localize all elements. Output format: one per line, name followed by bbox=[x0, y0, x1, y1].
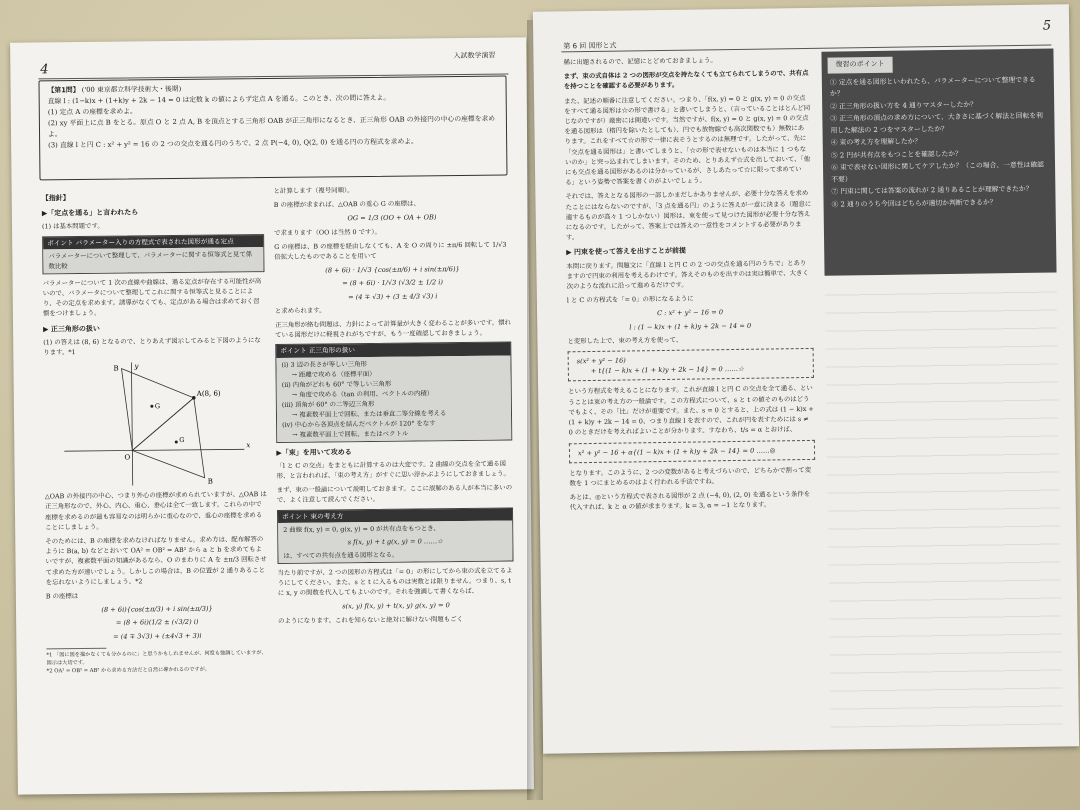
paragraph: 稀に出題されるので、記憶にとどめておきましょう。 bbox=[563, 56, 717, 67]
section-heading: ▶ 正三角形の扱い bbox=[43, 324, 100, 334]
paragraph: 「l と C の交点」をまともに計算するのは大変です。2 曲線の交点を全て通る図形、と言われれば、「束の考え方」がすぐに思い浮かぶようにしておきましょう。 bbox=[276, 459, 510, 481]
label-b-top: B bbox=[113, 364, 119, 373]
paragraph: となります。このように、2 つの変数があると考えづらいので、どちらかで割って変数を 1 つにまとめるのはよく行われる手法ですね。 bbox=[569, 465, 812, 488]
point-box-header: ポイント パラメーター入りの方程式で表された図形が通る定点 bbox=[43, 235, 263, 250]
paragraph: で求まります（OO は当然 0 です）。 bbox=[274, 227, 382, 237]
problem-line: 直線 l : (1−k)x + (1+k)y + 2k − 14 = 0 は定数 k の値によらず定点 A を通る。このとき、次の問に答えよ。 bbox=[47, 93, 391, 106]
equation-line: + t{(1 − k)x + (1 + k)y + 2k − 14} = 0 ……☆ bbox=[590, 365, 744, 376]
equation: l : (1 − k)x + (1 + k)y + 2k − 14 = 0 bbox=[629, 321, 752, 332]
review-item: ① 定点を通る図形といわれたら、パラメーターについて整理できるか？ bbox=[829, 75, 1036, 98]
equation: = (8 + 6i) · 1/√3 (√3/2 ± 1/2 i) bbox=[342, 278, 443, 288]
page-number: 5 bbox=[1042, 18, 1052, 34]
review-item: ⑧ 2 通りのうち今回はどちらが適切か判断できるか？ bbox=[831, 197, 997, 209]
point-box-equilateral bbox=[275, 342, 512, 443]
problem-line: (2) xy 平面上に点 B をとる。原点 O と 2 点 A, B を頂点とする三角形 OAB が正三角形になるとき、正三角形 OAB の外接円の中心の座標を求めよ。 bbox=[47, 114, 496, 139]
right-page bbox=[453, 4, 1079, 753]
left-page bbox=[10, 37, 534, 794]
equation-box-star bbox=[568, 348, 814, 382]
paragraph: まず、束の一般論について説明しておきます。ここに誤解のある人が本当に多いので、よく注意して読んでください。 bbox=[276, 483, 513, 505]
point-box-header: ポイント 正三角形の扱い bbox=[276, 343, 510, 358]
label-a: A(8, 6) bbox=[196, 389, 221, 399]
review-item: ② 正三角形の扱い方を 4 通りマスターしたか？ bbox=[830, 100, 977, 111]
point-box-header: ポイント 束の考え方 bbox=[278, 508, 512, 523]
right-column-1 bbox=[563, 54, 815, 517]
equation-line: s(x² + y² − 16) bbox=[576, 356, 626, 366]
equation: = (4 ∓ 3√3) + (±4√3 + 3)i bbox=[113, 631, 202, 641]
paragraph: と計算します（複号同順）。 bbox=[273, 186, 354, 195]
list-item: (iii) 頂角が 60° の二等辺三角形 bbox=[281, 399, 375, 409]
paragraph: のようになります。これを知らないと絶対に解けない問題もごく bbox=[278, 614, 464, 625]
label-g-upper: G bbox=[154, 402, 161, 411]
section-heading: ▶「束」を用いて攻める bbox=[276, 447, 352, 457]
paragraph: あとは、◎という方程式で表される図形が 2 点 (−4, 0), (2, 0) を通るという条件を代入すれば、k と α の値が求まります。k = 3, α = −1 となります。 bbox=[569, 490, 811, 512]
label-y: y bbox=[134, 362, 139, 371]
guide-heading: 【指針】 bbox=[41, 194, 70, 203]
point-line: は、すべての共有点を通る図形となる。 bbox=[283, 550, 399, 560]
problem-line: (3) 直線 l と円 C : x² + y² = 16 の 2 つの交点を通る円のうちで、2 点 P(−4, 0), Q(2, 0) を通る円の方程式を求めよ。 bbox=[48, 137, 418, 150]
footnote: *2 OA² = OB² = AB² から求める方法だと自然に導かれるのですが。 bbox=[46, 666, 210, 675]
review-item: ④ 束の考え方を理解したか？ bbox=[830, 137, 922, 147]
left-column-1 bbox=[42, 186, 269, 675]
equation: (8 + 6i){cos(±π/3) + i sin(±π/3)} bbox=[101, 604, 213, 615]
equation: = (4 ∓ √3) + (3 ± 4/3 √3) i bbox=[348, 291, 438, 301]
paragraph: まず、束の式自体は 2 つの図形が交点を持たなくても立てられてしまうので、共有点を持つことを確認する必要があります。 bbox=[563, 69, 809, 91]
point-box-pencil bbox=[277, 507, 514, 564]
show-through-grid bbox=[825, 284, 1063, 727]
paragraph: (1) の答えは (8, 6) となるので、とりあえず図示してみると下図のようになります。*1 bbox=[43, 335, 261, 357]
paragraph: 本問に戻ります。問題文に「直線 l と円 C の 2 つの交点を通る円のうちで」とありますので円束の利用を考えるわけです。答えそのものを出すのは実は簡単で、大きく次のような流れに沿って進めるだけです。 bbox=[566, 258, 809, 291]
footnote-rule bbox=[46, 648, 106, 650]
review-points-box bbox=[821, 49, 1056, 276]
paragraph: l と C の方程式を「= 0」の形になるように bbox=[566, 294, 694, 305]
review-item: ⑤ 2 円が共有点をもつことを確認したか？ bbox=[830, 149, 962, 160]
point-g-lower bbox=[175, 441, 178, 444]
paragraph: (1) は基本問題です。 bbox=[41, 222, 104, 231]
list-item: (i) 3 辺の長さが等しい三角形 bbox=[281, 359, 367, 369]
list-item: (iv) 中心から各頂点を結んだベクトルが 120° をなす bbox=[282, 418, 436, 429]
list-item: → 角度で攻める（tan の利用、ベクトルの内積） bbox=[291, 388, 434, 399]
chapter-header: 第 6 回 図形と式 bbox=[563, 41, 617, 51]
paragraph: そのためには、B の座標を求めなければなりません。求め方は、配布解答のように B(a, b) などとおいて OA² = OB² = AB² から a と b を求めてもよいですが、複素数平面の知識があるなら、O のまわりに A を ±π/3 回転させて求めた方が速いでしょう。しかしこの場合は、B の位置が 2 通りあることを忘れないようにしましょう。*2 bbox=[45, 535, 267, 587]
triangle-lower bbox=[132, 398, 205, 479]
list-item: → 距離で攻める（座標平面） bbox=[291, 369, 376, 379]
book-header: 入試数学演習 bbox=[453, 51, 496, 60]
point-g-upper bbox=[150, 405, 153, 408]
equation: OG = 1/3 (OO + OA + OB) bbox=[347, 213, 437, 223]
paragraph: △OAB の外接円の中心、つまり外心の座標が求められていますが、△OAB は正三角形なので、外心、内心、重心、垂心は全て一致します。これらの中で座標を求めるのが最も容易なのは明らかに重心なので、重心の座標を求めることにしましょう。 bbox=[44, 490, 267, 532]
paragraph: パラメーターについて 1 次の直線や曲線は、過る定点が存在する可能性が高いので、パラメータについて整理してこれに関する恒等式と見ることにより、その定点を求めます。誘導がなくても、定点がある場合は求めておく習慣をつけましょう。 bbox=[42, 276, 262, 318]
paragraph: それでは、答えとなる図形の一部しかまだしかありませんが、必要十分な答えを求めたことにはならないのですが、「3 点を通る円」のように答えが一意に決まる（題意に適するものが高々 1 つしかない）図形は、束を使って見つけた図形が必要十分な答えになるのです。したがって、答案上では答えの一意性をコメントする必要があります。 bbox=[565, 189, 812, 242]
equation: s(x, y) f(x, y) + t(x, y) g(x, y) = 0 bbox=[342, 601, 450, 611]
list-item: → 複素数平面上で回転、または垂直二等分線を考える bbox=[291, 408, 447, 419]
paragraph: B の座標は bbox=[45, 592, 79, 601]
y-axis bbox=[131, 363, 132, 486]
point-line: 2 曲線 f(x, y) = 0, g(x, y) = 0 が共有点をもつとき、 bbox=[283, 524, 440, 534]
review-item: ⑥ 束で表せない図形に関してケアしたか？（この場合、一意性は確認不要） bbox=[830, 160, 1044, 184]
paragraph: B の座標が求まれば、△OAB の重心 G の座標は、 bbox=[273, 199, 420, 210]
problem-line: (1) 定点 A の座標を求めよ。 bbox=[47, 107, 137, 117]
label-g-lower: G bbox=[179, 436, 185, 445]
problem-source: ('00 東京都立科学技術大・後期) bbox=[81, 84, 182, 94]
problem-title: 【第1問】 bbox=[47, 85, 80, 95]
equation: = (8 + 6i)(1/2 ± (√3/2) i) bbox=[115, 618, 199, 628]
point-equation: s f(x, y) + t g(x, y) = 0 ……☆ bbox=[347, 537, 444, 547]
paragraph: という方程式を考えることになります。これが直線 l と円 C の交点を全て通る、ということは束の考え方の一般論です。この方程式について、s と t の値そのものはどうでもよく、その「比」だけが重要です。また、s = 0 とすると、上の式は (1 − k)x + (1 + k)y + 2k − 14 = 0、つまり直線 l を表すので、これが円を表すためには s ≠ 0 のときだけを考えればよいことが分かります。すなわち、t/s = α とおけば、 bbox=[568, 384, 814, 437]
section-heading: ▶ 円束を使って答えを出すことが前提 bbox=[566, 247, 687, 257]
label-b-bottom: B bbox=[207, 477, 213, 486]
point-box-body: パラメーターについて整理して、パラメーターに関する恒等式と見て係数比較 bbox=[43, 247, 263, 273]
label-x: x bbox=[246, 441, 251, 450]
page-number: 4 bbox=[40, 62, 49, 78]
equation: (8 + 6i) · 1/√3 {cos(±π/6) + i sin(±π/6)} bbox=[325, 265, 460, 275]
paragraph: 正三角形が絡む問題は、力針によって計算量が大きく変わることが多いです。慣れている図形だけに軽視されがちですが、もう一度確認しておきましょう。 bbox=[275, 318, 512, 340]
paragraph: 当たり前ですが、2 つの図形の方程式は「= 0」の形にしてから束の式を立てるようにしてください。また、s と t に入るものは実数とは限りません。つまり、s, t に x, y の関数を代入してもよいのです。それを強調して書くならば、 bbox=[277, 566, 513, 598]
point-box-body bbox=[276, 355, 511, 441]
list-item: (ii) 内角がどれも 60° で等しい三角形 bbox=[281, 379, 392, 389]
point-box bbox=[42, 234, 264, 275]
paragraph: と求められます。 bbox=[274, 306, 326, 315]
equation: C : x² + y² − 16 = 0 bbox=[657, 308, 724, 318]
problem-box bbox=[38, 76, 507, 181]
review-item: ③ 正三角形の頂点の求め方について、大きさに基づく解法と回転を利用した解法の 2 つをマスターしたか？ bbox=[830, 111, 1043, 135]
equation-box-circle: x² + y² − 16 + α{(1 − k)x + (1 + k)y + 2k − 14} = 0 ……◎ bbox=[569, 439, 815, 463]
review-list bbox=[822, 74, 1056, 211]
x-axis bbox=[64, 450, 244, 452]
paragraph: また、記述の順番に注意してください。つまり、「f(x, y) = 0 と g(x, y) = 0 の交点をすべて通る図形は☆の形で書ける」と書いてしまうと、（言っていることはとんど同じなのですが）厳密には間違いです。当然ですが、f(x, y) = 0 と g(x, y) = 0 の交点を通る図形は（楕円を除いたとしても）、円でも放物線でも高次関数でも）無数にあります。これをすべて☆の形で一律に表そうとするのは無理です。したがって、先に「交点を通る図形は」と書いてしまうと、「☆の形で表せないものは本当に 1 つもないのか」と突っ込まれてしまいます。そのため、とりあえず☆式を出しておいて、「他にも交点を通る図形があるのは分かっているが、さしあたって☆に限って求めている」という姿勢で答案を書くのがよいでしょう。 bbox=[564, 93, 811, 187]
paragraph: G の座標は、B の座標を経由しなくても、A を O の周りに ±π/6 回転して 1/√3 倍拡大したものであることを用いて bbox=[274, 240, 507, 261]
review-item: ⑦ 円束に関しては答案の流れが 2 通りあることが理解できたか？ bbox=[831, 184, 1033, 196]
review-title: 復習のポイント bbox=[828, 57, 893, 73]
list-item: → 複素数平面上で回転、またはベクトル bbox=[292, 429, 409, 439]
paragraph: と変形した上で、束の考え方を使って、 bbox=[567, 335, 683, 346]
triangle-diagram bbox=[43, 359, 266, 491]
label-origin: O bbox=[124, 453, 131, 462]
left-column-2 bbox=[274, 183, 515, 629]
section-heading: ▶「定点を通る」と言われたら bbox=[41, 208, 139, 218]
footnote: *1 「図に図を描かなくても分かるのに」と思うかもしれませんが、何度も強調していますが、図示は大切です。 bbox=[46, 649, 267, 667]
point-box-body bbox=[278, 520, 512, 562]
